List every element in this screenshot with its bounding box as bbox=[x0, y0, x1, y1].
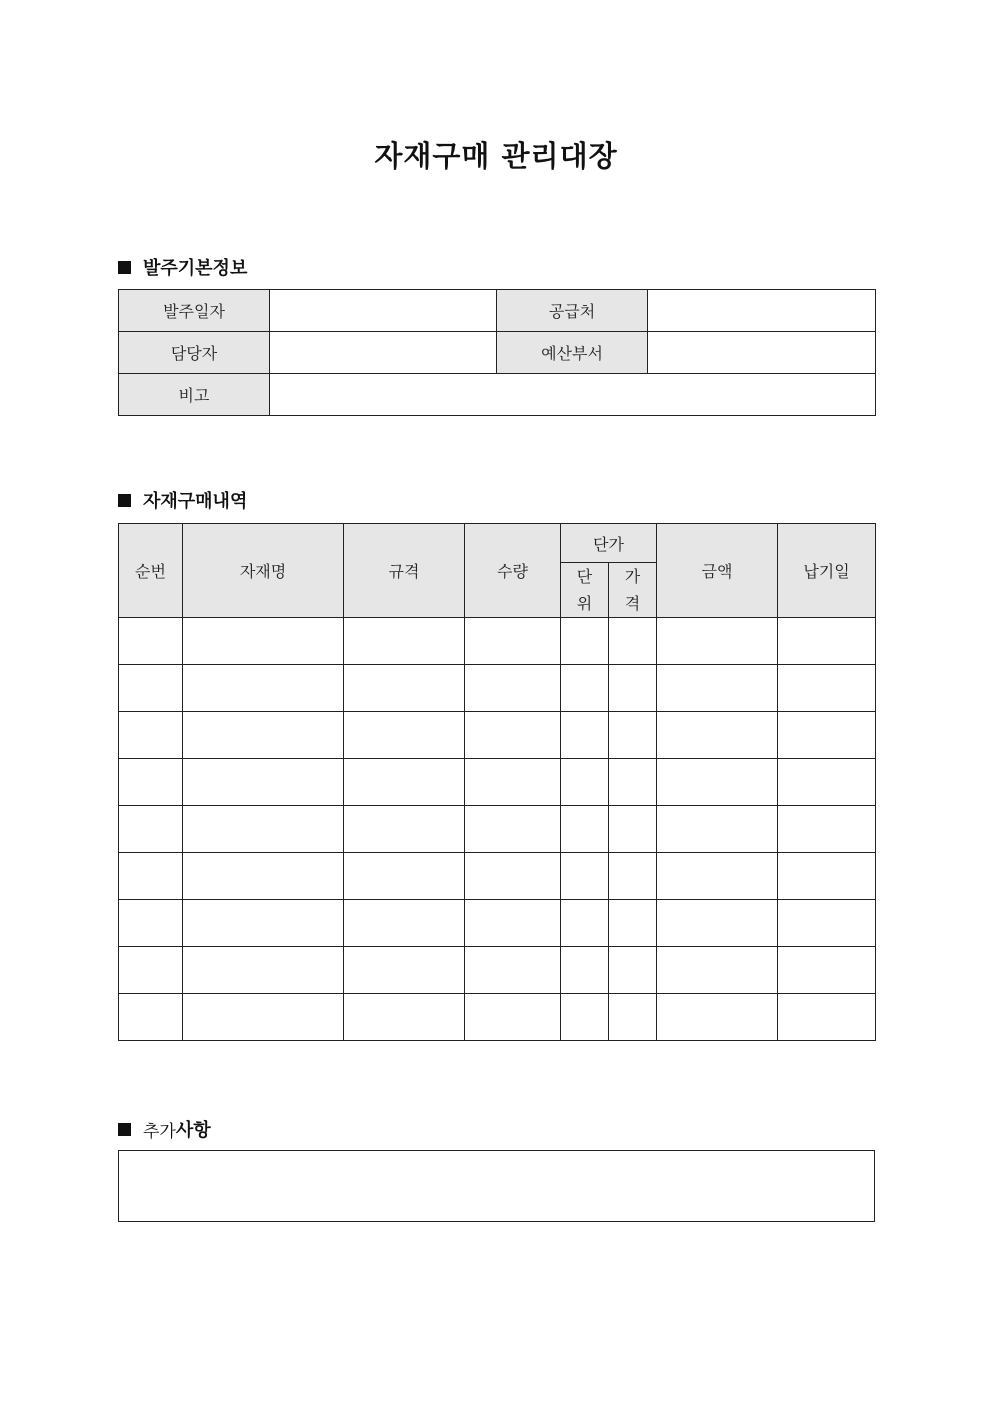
cell[interactable] bbox=[183, 665, 344, 712]
budget-dept-label: 예산부서 bbox=[497, 332, 648, 374]
cell[interactable] bbox=[778, 947, 876, 994]
col-spec-header: 규격 bbox=[344, 524, 465, 618]
square-bullet-icon bbox=[118, 261, 131, 274]
cell[interactable] bbox=[344, 994, 465, 1041]
cell[interactable] bbox=[119, 853, 183, 900]
cell[interactable] bbox=[344, 947, 465, 994]
remarks-field[interactable] bbox=[270, 374, 876, 416]
cell[interactable] bbox=[778, 900, 876, 947]
additional-notes-box[interactable] bbox=[118, 1150, 875, 1222]
cell[interactable] bbox=[183, 853, 344, 900]
cell[interactable] bbox=[778, 712, 876, 759]
cell[interactable] bbox=[609, 712, 657, 759]
cell[interactable] bbox=[778, 665, 876, 712]
price-subheader-bottom: 격 bbox=[624, 594, 641, 613]
order-date-label: 발주일자 bbox=[119, 290, 270, 332]
budget-dept-field[interactable] bbox=[648, 332, 876, 374]
cell[interactable] bbox=[657, 665, 778, 712]
col-seq-header: 순번 bbox=[119, 524, 183, 618]
supplier-field[interactable] bbox=[648, 290, 876, 332]
cell[interactable] bbox=[183, 759, 344, 806]
unit-subheader-top: 단 bbox=[576, 567, 593, 586]
unit-subheader-bottom: 위 bbox=[576, 594, 593, 613]
cell[interactable] bbox=[561, 994, 609, 1041]
cell[interactable] bbox=[657, 853, 778, 900]
square-bullet-icon bbox=[118, 494, 131, 507]
order-date-field[interactable] bbox=[270, 290, 497, 332]
section-additional-heading bbox=[118, 1116, 211, 1142]
manager-field[interactable] bbox=[270, 332, 497, 374]
purchase-table bbox=[118, 523, 876, 1041]
cell[interactable] bbox=[119, 900, 183, 947]
cell[interactable] bbox=[561, 900, 609, 947]
cell[interactable] bbox=[183, 900, 344, 947]
cell[interactable] bbox=[183, 618, 344, 665]
manager-label: 담당자 bbox=[119, 332, 270, 374]
table-row bbox=[119, 853, 876, 900]
cell[interactable] bbox=[609, 853, 657, 900]
cell[interactable] bbox=[778, 853, 876, 900]
cell[interactable] bbox=[465, 947, 561, 994]
cell[interactable] bbox=[561, 665, 609, 712]
cell[interactable] bbox=[561, 853, 609, 900]
cell[interactable] bbox=[344, 759, 465, 806]
cell[interactable] bbox=[465, 665, 561, 712]
cell[interactable] bbox=[183, 712, 344, 759]
cell[interactable] bbox=[609, 806, 657, 853]
table-row bbox=[119, 712, 876, 759]
col-price-subheader bbox=[609, 563, 657, 618]
table-row bbox=[119, 994, 876, 1041]
cell[interactable] bbox=[609, 759, 657, 806]
cell[interactable] bbox=[609, 618, 657, 665]
cell[interactable] bbox=[119, 994, 183, 1041]
cell[interactable] bbox=[119, 618, 183, 665]
col-amount-header: 금액 bbox=[657, 524, 778, 618]
section-purchase-heading bbox=[118, 487, 247, 513]
cell[interactable] bbox=[609, 900, 657, 947]
purchase-header-row bbox=[119, 524, 876, 563]
cell[interactable] bbox=[344, 853, 465, 900]
col-unit-subheader bbox=[561, 563, 609, 618]
cell[interactable] bbox=[344, 712, 465, 759]
cell[interactable] bbox=[561, 712, 609, 759]
basic-info-row bbox=[119, 374, 876, 416]
col-unit-price-header: 단가 bbox=[561, 524, 657, 563]
cell[interactable] bbox=[183, 994, 344, 1041]
cell[interactable] bbox=[657, 618, 778, 665]
basic-info-heading-label: 발주기본정보 bbox=[143, 258, 248, 279]
cell[interactable] bbox=[465, 618, 561, 665]
remarks-label: 비고 bbox=[119, 374, 270, 416]
supplier-label: 공급처 bbox=[497, 290, 648, 332]
cell[interactable] bbox=[183, 806, 344, 853]
additional-heading-bold: 사항 bbox=[175, 1120, 211, 1141]
section-basic-info-heading bbox=[118, 254, 247, 280]
cell[interactable] bbox=[778, 759, 876, 806]
page-title: 자재구매 관리대장 bbox=[374, 139, 618, 173]
table-row bbox=[119, 806, 876, 853]
table-row bbox=[119, 900, 876, 947]
cell[interactable] bbox=[609, 665, 657, 712]
basic-info-row bbox=[119, 290, 876, 332]
cell[interactable] bbox=[657, 806, 778, 853]
cell[interactable] bbox=[344, 806, 465, 853]
cell[interactable] bbox=[561, 806, 609, 853]
cell[interactable] bbox=[119, 947, 183, 994]
cell[interactable] bbox=[465, 806, 561, 853]
cell[interactable] bbox=[561, 618, 609, 665]
cell[interactable] bbox=[657, 900, 778, 947]
cell[interactable] bbox=[657, 994, 778, 1041]
basic-info-row bbox=[119, 332, 876, 374]
cell[interactable] bbox=[344, 618, 465, 665]
cell[interactable] bbox=[465, 900, 561, 947]
cell[interactable] bbox=[561, 759, 609, 806]
cell[interactable] bbox=[183, 947, 344, 994]
cell[interactable] bbox=[119, 712, 183, 759]
purchase-heading-label: 자재구매내역 bbox=[143, 491, 248, 512]
cell[interactable] bbox=[657, 947, 778, 994]
cell[interactable] bbox=[657, 759, 778, 806]
table-row bbox=[119, 618, 876, 665]
cell[interactable] bbox=[465, 759, 561, 806]
cell[interactable] bbox=[778, 806, 876, 853]
cell[interactable] bbox=[465, 853, 561, 900]
col-quantity-header: 수량 bbox=[465, 524, 561, 618]
cell[interactable] bbox=[609, 994, 657, 1041]
cell[interactable] bbox=[465, 994, 561, 1041]
table-row bbox=[119, 665, 876, 712]
cell[interactable] bbox=[119, 806, 183, 853]
cell[interactable] bbox=[465, 712, 561, 759]
cell[interactable] bbox=[119, 665, 183, 712]
square-bullet-icon bbox=[118, 1123, 131, 1136]
table-row bbox=[119, 947, 876, 994]
cell[interactable] bbox=[561, 947, 609, 994]
cell[interactable] bbox=[609, 947, 657, 994]
basic-info-table bbox=[118, 289, 876, 416]
cell[interactable] bbox=[657, 712, 778, 759]
cell[interactable] bbox=[344, 900, 465, 947]
col-delivery-date-header: 납기일 bbox=[778, 524, 876, 618]
cell[interactable] bbox=[119, 759, 183, 806]
additional-heading-light: 추가 bbox=[143, 1121, 176, 1142]
cell[interactable] bbox=[344, 665, 465, 712]
price-subheader-top: 가 bbox=[624, 567, 641, 586]
cell[interactable] bbox=[778, 994, 876, 1041]
table-row bbox=[119, 759, 876, 806]
col-material-name-header: 자재명 bbox=[183, 524, 344, 618]
cell[interactable] bbox=[778, 618, 876, 665]
